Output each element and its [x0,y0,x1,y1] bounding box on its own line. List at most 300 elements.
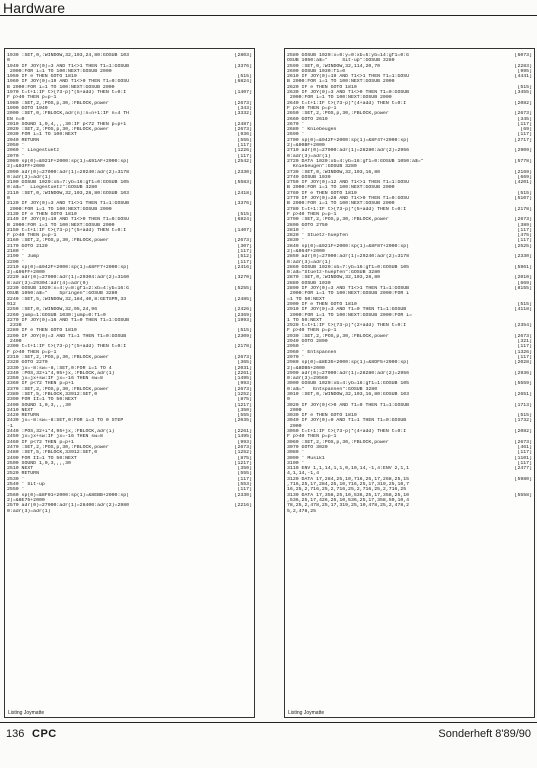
checksum: [2283] [514,63,532,69]
checksum: [515] [517,301,532,307]
checksum: [6824] [234,217,252,223]
checksum: [553] [237,482,252,488]
code-text: 2910 IF JOY(0)=3 AND f1=0 THEN f1=1:GOSUB [287,307,407,313]
code-text: 1990 GOTO 1940 [7,105,48,111]
code-text: 2600 GOSUB 1030:f1=0 [287,68,346,74]
page-number: 136 [6,728,25,740]
checksum: [321] [517,339,532,345]
checksum: [2082] [514,100,532,106]
checksum: [1407] [234,227,252,233]
checksum: [1993] [234,317,252,323]
checksum: [117] [517,238,532,244]
header-rule [0,15,537,16]
code-text: 2230 GOSUB 1020:x=4:y=8:gf1=2:xb=4:yb=16:G [7,286,130,292]
checksum: [2487] [234,121,252,127]
code-text: 2930 :SET,2,:POS,p,30,:FBLOCK,power [287,333,389,339]
code-text: 2320 GOTO 2270 [7,360,48,366]
code-text: 2)=&8DB5+2000 [287,365,325,371]
code-text: 0:adr(3)=adr(1) [287,259,331,265]
checksum: [5558] [514,492,532,498]
code-text: 2030 FOR i=1 TO 100:NEXT [7,132,77,138]
code-text: 2200 ' [7,259,25,265]
code-text: 2740 GOSUB 1030 [287,174,331,180]
code-text: 2100 GOSUB 1020:xb=7:yb=16:gf1=0:GOSUB 105 [7,180,130,186]
code-text: 1940 IF JOY(0)=3 AND f1<>1 THEN f1=1:GOSUB [7,63,130,69]
code-text: 2640 t=t+1:IF t>(73-p)*(4+add) THEN t=0:I [287,100,407,106]
code-text: 2040 RETURN [7,137,39,143]
code-text: ,716,25,17,284,25,10,716,25,17,319,25,10,7 [287,482,410,488]
checksum: [117] [517,344,532,350]
code-text: 2680 ' Kniebeugen [287,127,337,133]
code-text: 2610 IF JOY(0)=19 AND f1<>1 THEN f1=1:GOSU [287,74,410,80]
code-text: 2390 FOR II=1 TO 50:NEXT [7,397,77,403]
checksum: [875] [237,397,252,403]
code-text: 2890 IF JOY(0)=3 AND f1<>1 THEN f1=1:GOSUB [287,286,410,292]
checksum: [669] [517,174,532,180]
code-text: ,536,25,17,426,25,10,536,25,17,358,50,10,4 [287,497,410,503]
checksum: [555] [237,137,252,143]
code-text: 2970 ' [287,354,305,360]
code-text: 0:adr(3)=adr(1) [287,153,331,159]
checksum: [669] [517,280,532,286]
code-text: 2340 :POS,32+i*4,95+jx,:FBLOCK,adr(1) [7,370,115,376]
checksum: [1713] [514,402,532,408]
code-text: OSUB 1050:a$=" Springen":GOSUB 3280 [7,291,118,297]
code-text: 2990 adr(0)=27000:adr(1)=28280:adr(2)=2956 [287,370,410,376]
checksum: [117] [237,259,252,265]
code-text: 3070 GOTO 3020 [287,444,328,450]
code-text: 2300 t=t+1:IF t>(73-p)*(5+add) THEN t=0:I [7,344,127,350]
checksum: [1495] [234,376,252,382]
code-text: 2120 IF JOY(0)=3 AND f1<>1 THEN f1=1:GOSUB [7,201,130,207]
code-text: 2000 :SET,0,:FBLOCK,adr(n):n=n+1:IF n=4 TH [7,111,130,117]
checksum: [1217] [234,402,252,408]
checksum: [2418] [234,190,252,196]
code-text: 2720 DATA 1020:xb=4:yb=16:gf1=0:GOSUB 1050:a$=" [287,158,424,164]
code-text: 2470 :SET,2,:POS,p,30,:FBLOCK,power [7,444,109,450]
code-text: 3120 DATA 17,284,25,10,716,25,17,268,25,15 [287,476,410,482]
checksum: [117] [517,450,532,456]
code-text: 2220 adr(0)=27000:adr(1)=29304:adr(2)=3160 [7,275,130,281]
checksum: [4441] [514,74,532,80]
checksum: [117] [237,487,252,493]
code-text: 2560 sp(0)=&8F01+2000:sp(1)=&8EBB+2000:sp( [7,492,130,498]
checksum: [117] [237,248,252,254]
checksum: [1252] [234,392,252,397]
checksum: [2673] [234,127,252,133]
code-text: F p>40 THEN p=p-1 [287,434,337,440]
checksum: [2426] [234,307,252,313]
code-text: 2400 SOUND 1,0,3,,,,30 [7,402,71,408]
code-text: 2)=&964F+2000 [287,248,325,254]
checksum: [117] [237,153,252,159]
code-text: 3130 DATA 17,358,25,10,536,25,17,358,25,10 [287,492,410,498]
code-text: 2090 adr(0)=27000:adr(1)=29240:adr(2)=3178 [7,169,130,175]
code-text: 2690 ' [287,132,305,138]
checksum: [515] [517,84,532,90]
checksum: [2416] [234,264,252,270]
code-text: 2080 sp(0)=&921F+2000:sp(1)=&91AF+2000:sp( [7,158,130,164]
checksum: [5107] [514,196,532,202]
code-text: EN n=0 [7,116,25,122]
code-text: 2550 ' [7,487,25,493]
code-text: 5,2,478,25 [287,508,317,514]
code-text: 4,1,14,-1,4 [287,471,319,477]
checksum: [2673] [514,439,532,445]
code-text: 2810 ' [287,227,305,233]
code-text: 2770 IF JOY(0)=28 AND f1<>0 THEN f1=0:GOSU [287,196,410,202]
checksum: [5559] [514,381,532,387]
code-text: B 2000:FOR i=1 TO 100:NEXT:GOSUB 2000 [7,84,115,90]
checksum: [5255] [234,286,252,292]
code-text: 3060 :SET,2,:POS,p,30,:FBLOCK,power [287,439,389,445]
checksum: [2673] [234,100,252,106]
checksum: [515] [237,211,252,217]
checksum: [2525] [514,243,532,249]
code-text: 78,25,2,478,25,17,319,25,10,478,25,2,478,2 [287,503,410,509]
code-text: 0:adr(3)=adr(1) [7,174,51,180]
code-text: B 2000:FOR i=1 TO 100:NEXT:GOSUB 2000 [287,201,395,207]
checksum: [2010] [514,275,532,281]
code-text: 2860 GOSUB 1020:xb=7:yb=16:gf1=0:GOSUB 105 [287,264,410,270]
code-text: 2840 sp(0)=&921F+2000:sp(1)=&8F87+2000:sp( [287,243,410,249]
listing-caption: Listing Joymatte [288,710,325,716]
checksum: [350] [237,407,252,413]
checksum: [2261] [234,370,252,376]
code-text: 2180 ' [7,248,25,254]
code-text: 2330 [7,323,22,329]
checksum: [2082] [514,429,532,435]
checksum: [1732] [514,418,532,424]
code-text: B 2000:FOR i=1 TO 100:NEXT:GOSUB 2000 [287,185,395,191]
code-text: 2)=&8E75+2000 [7,497,45,503]
code-text: 2350 jx=jx+sw:IF jx=-16 THEN sw=8 [7,376,103,382]
checksum: [2909] [514,148,532,154]
checksum: [3376] [234,63,252,69]
checksum: [6824] [234,79,252,85]
code-text: F p>40 THEN p=p-1 [7,95,57,101]
code-text: 2400 [7,339,22,345]
checksum: [5778] [514,158,532,164]
code-text: 2190 ' Jump [7,254,39,260]
checksum: [555] [237,471,252,477]
code-text: 2000 [287,423,302,429]
checksum: [512] [237,254,252,260]
checksum: [2354] [514,323,532,329]
checksum: [2031] [234,365,252,371]
code-text: B 2000:FOR i=1 TO 100:NEXT:GOSUB 2000 [287,79,395,85]
code-text: 2500 SOUND 1,0,3,,,,30 [7,460,71,466]
code-text: 2)=&96FF+2000 [7,270,45,276]
section-title: Hardware [3,0,66,16]
checksum: [993] [237,381,252,387]
checksum: [515] [237,74,252,80]
code-text: 2310 :SET,2,:POS,p,30,:FBLOCK,power [7,354,109,360]
code-text: 2780 t=t+1:IF t>(73-p)*(5+add) THEN t=0:I [287,206,407,212]
checksum: [1226] [234,148,252,154]
code-text: 2110 :SET,0,:WINDOW,32,103,28,80:GOSUB 103 [7,190,130,196]
checksum: [2330] [234,169,252,175]
code-text: 1950 IF e THEN GOTO 1810 [7,74,77,80]
checksum: [1495] [234,434,252,440]
code-listing [287,53,532,514]
code-text: 2050 ' [7,143,25,149]
code-text: 2000 [287,407,302,413]
checksum: [2369] [234,312,252,318]
checksum: [2673] [234,354,252,360]
checksum: [3270] [234,275,252,281]
checksum: [515] [517,190,532,196]
checksum: [2542] [234,158,252,164]
checksum: [2330] [234,492,252,498]
checksum: [2673] [514,333,532,339]
code-text: F p>40 THEN p=p-1 [7,233,57,239]
code-listing [7,53,252,514]
code-text: 2000:FOR i=1 TO 100:NEXT:GOSUB 2000 [287,95,392,101]
code-text: 2480 :SET,5,:FBLOCK,33912:SET,0 [7,450,98,456]
checksum: [5583] [234,180,252,186]
code-text: OSUB 1050:a$=" Sit-up":GOSUB 3280 [287,58,395,64]
code-text: 2000:FOR i=1 TO 100:NEXT:GOSUB 2000:FOR i= [287,312,412,318]
code-text: 8:adr(3)=29304:adr(4)=adr(0) [7,280,89,286]
checksum: [345] [517,116,532,122]
checksum: [993] [237,439,252,445]
code-text: 2370 :SET,2,:POS,p,30,:FBLOCK,power [7,386,109,392]
code-text: 2760 IF e THEN GOTO 1810 [287,190,357,196]
checksum: [2803] [234,53,252,58]
code-text: 2250 :SET,0,:WINDOW,32,95,24,96 [7,307,98,313]
checksum [530,509,532,514]
code-text: 2280 IF e THEN GOTO 1810 [7,328,77,334]
checksum: [2035] [234,418,252,424]
code-text: 2270 IF JOY(0)=16 AND f1=0 THEN f1=1:GOSUB [7,317,130,323]
code-text: 912 [7,301,16,307]
checksum: [117] [517,227,532,233]
checksum: [1101] [514,455,532,461]
code-text: 3010 :SET,0,:WINDOW,32,103,16,80:GOSUB 103 [287,392,410,397]
code-text: 16,25,2,716,25,2,716,25,2,716,25,2,716,25 [287,487,407,493]
code-text: 2980 sp(0)=&8E35+2000:sp(1)=&8DF5+2000:sp( [287,360,410,366]
code-text: 2430 jx=-8:sw=-8:SET,0:FOR i=3 TO 0 STEP [7,418,124,424]
checksum: [117] [237,476,252,482]
code-text: 1 TO 50:NEXT [287,317,322,323]
code-text: 2880 GOSUB 1030 [287,280,331,286]
checksum: [3455] [514,90,532,96]
code-text: 2510 NEXT [7,466,34,472]
checksum [250,509,252,514]
checksum: [350] [237,466,252,472]
code-text: F p>40 THEN p=p-1 [287,105,337,111]
issue-label: Sonderheft 8'89/90 [438,728,531,740]
code-text: 2420 RETURN [7,413,39,419]
code-text: 0:a$=" Liegestuetz":GOSUB 3280 [7,185,98,191]
checksum: [389] [517,222,532,228]
code-text: 3050 t=t+1:IF t>(73-p)*(4+add) THEN t=0:I [287,429,407,435]
code-text: 2790 :SET,2,:POS,p,30,:FBLOCK,power [287,217,389,223]
checksum: [2028] [514,360,532,366]
checksum: [6073] [514,53,532,58]
code-text: 1960 IF JOY(0)=19 AND f1<>0 THEN f1=0:GOSU [7,79,130,85]
checksum: [2936] [514,370,532,376]
code-text: B 2000:FOR i=1 TO 100:NEXT:GOSUB 2000 [7,222,115,228]
code-text: 2960 ' Entspannen [287,349,337,355]
checksum: [2717] [514,137,532,143]
checksum: [117] [237,143,252,149]
code-text: 0:adr(3)=adr(1) [7,508,51,514]
code-text: 2070 ' [7,153,25,159]
checksum: [4118] [514,307,532,313]
code-text: F p>40 THEN p=p-1 [287,328,337,334]
checksum: [2673] [514,111,532,117]
checksum: [2673] [234,238,252,244]
checksum: [475] [517,233,532,239]
code-text: 2590 :SET,0,:WINDOW,32,114,20,70 [287,63,381,69]
code-text: 2570 adr(0)=27000:adr(1)=28400:adr(2)=2980 [7,503,130,509]
code-text: 2150 t=t+1:IF t>(73-p)*(5+add) THEN t=0:I [7,227,127,233]
code-text: 1980 :SET,2,:POS,p,30,:FBLOCK,power [7,100,109,106]
code-text: 2160 :SET,2,:POS,p,30,:FBLOCK,power [7,238,109,244]
checksum: [2673] [514,217,532,223]
code-text: 1930 :SET,0,:WINDOW,32,103,24,80:GOSUB 103 [7,53,130,58]
code-text: 2630 IF JOY(0)=3 AND f1<>0 THEN f1=0:GOSUB [287,90,410,96]
code-text: 3090 ' Musik1 [287,455,325,461]
checksum: [365] [237,360,252,366]
checksum: [2651] [514,392,532,397]
code-text: 2800 GOTO 2750 [287,222,328,228]
code-text: 2210 sp(0)=&942F+2000:sp(1)=&8FF7+2000:sp( [7,264,130,270]
code-text: 0 [7,58,10,64]
checksum: [515] [237,328,252,334]
code-text: 2360 IF p<72 THEN p=p+1 [7,381,74,387]
code-text: 2490 FOR II=1 TO 50:NEXT [7,455,77,461]
code-text: 3110 ENV 1,1,14,1,1,0,10,14,-1,4:ENV 2,1,1 [287,466,410,472]
code-text: 2620 IF e THEN GOTO 1810 [287,84,357,90]
checksum: [5961] [514,264,532,270]
code-text: 3000 GOSUB 1020:xb=4:yb=16:gf1=1:GOSUB 105 [287,381,410,387]
code-text: 2650 :SET,2,:POS,p,30,:FBLOCK,power [287,111,389,117]
code-text: 2660 GOTO 2610 [287,116,328,122]
code-text: 0 [287,397,290,403]
checksum: [515] [517,413,532,419]
code-text: 3030 IF e THEN GOTO 1810 [287,413,357,419]
code-text: -1 [7,423,13,429]
code-text: 3040 IF JOY(0)=0 AND f1=1 THEN f1=0:GOSUB [287,418,407,424]
checksum: [2673] [234,386,252,392]
code-text: 3100 ' [287,460,305,466]
code-text: 2170 GOTO 2120 [7,243,48,249]
checksum: [307] [237,243,252,249]
checksum: [2216] [234,503,252,509]
checksum: [2673] [234,444,252,450]
code-text: 0:a$="Stuetz-huepfen":GOSUB 3280 [287,270,381,276]
code-text: 2000:FOR i=1 TO 100:NEXT:GOSUB 2000 [7,206,112,212]
code-text: 2130 IF e THEN GOTO 1810 [7,211,77,217]
code-text: 2670 ' [287,121,305,127]
code-text: 1970 t=t+1:IF t>(73-p)*(5+add) THEN t=0:I [7,90,127,96]
code-text: 2)=&90BF+2000 [287,143,325,149]
checksum: [343] [237,105,252,111]
checksum: [555] [237,413,252,419]
code-text: F p>40 THEN p=p-1 [7,349,57,355]
checksum: [3332] [234,111,252,117]
checksum: [1407] [234,90,252,96]
code-text: 2460 IF p<72 THEN p=p+1 [7,439,74,445]
checksum: [2485] [234,296,252,302]
checksum: [117] [517,132,532,138]
checksum: [69] [520,127,532,133]
code-text: 2900 IF e THEN GOTO 1810 [287,301,357,307]
code-text: F p>40 THEN p=p-1 [287,211,337,217]
code-line [7,509,252,514]
code-text: 2060 ' Liegestuetz [7,148,60,154]
checksum: [117] [517,460,532,466]
listing-column-left [4,48,255,718]
checksum: [995] [517,68,532,74]
checksum: [5980] [514,476,532,482]
code-text: 3020 IF JOY(0)<>0 AND f1=0 THEN f1=1:GOSUB [287,402,410,408]
code-text: 2410 NEXT [7,407,34,413]
code-text: 0 [7,196,10,202]
code-text: 2580 GOSUB 1020:x=0:y=0:xb=5:yb=14:gf1=0:G [287,53,410,58]
checksum: [1217] [234,460,252,466]
code-text: 2450 jx=jx+sw:IF jx=-16 THEN sw=8 [7,434,103,440]
code-text: 0:adr(3)=29560 [287,376,328,382]
code-text: 2000:FOR i=1 TO 100:NEXT:GOSUB 2000:FOR i [287,291,410,297]
checksum: [2477] [514,466,532,472]
magazine-logo: CPC [32,728,57,740]
checksum: [2261] [234,429,252,435]
code-text: 2950 ' [287,344,305,350]
code-text: 2380 :SET,5,:FBLOCK,33912:SET,0 [7,392,98,397]
checksum: [3376] [234,201,252,207]
code-text: 3080 ' [287,450,305,456]
code-line [287,509,532,514]
checksum: [2309] [234,333,252,339]
code-text: 2850 adr(0)=27000:adr(1)=29240:adr(2)=3178 [287,254,410,260]
code-text: 2440 :POS,32+i*4,95+jx,:FBLOCK,adr(i) [7,429,115,435]
checksum: [875] [237,455,252,461]
checksum: [2178] [234,344,252,350]
code-text: 2020 :SET,2,:POS,p,30,:FBLOCK,power [7,127,109,133]
code-text: 2870 :SET,0,:WINDOW,32,103,28,80 [287,275,381,281]
code-text: 0:a$=" Entspannen":GOSUB 3280 [287,386,378,392]
code-text: 2540 ' Sit-up [7,482,45,488]
code-text: 2260 jump=1:GOSUB 1030:jump=0:f1=0 [7,312,106,318]
code-text: 2140 IF JOY(0)=19 AND f1<>0 THEN f1=0:GOSU [7,217,130,223]
code-text: 2330 jx=-8:sw=-8,:SET,0:FOR i=1 TO 4 [7,365,112,371]
code-text: 2240 :SET,5,:WINDOW,32,184,40,8:GETSPR,33 [7,296,127,302]
checksum: [1326] [514,349,532,355]
footer-rule [0,722,537,723]
checksum: [2169] [514,169,532,175]
code-text: 2710 adr(0)=27000:adr(1)=28280:adr(2)=2956 [287,148,410,154]
code-text: 2750 IF JOY(0)=12 AND f1<>1 THEN f1=1:GOSU [287,180,410,186]
code-text: 2940 GOTO 2890 [287,339,328,345]
code-text: 2)=&93FF+2000 [7,164,45,170]
checksum: [117] [517,354,532,360]
checksum: [936] [237,132,252,138]
checksum: [8155] [514,286,532,292]
code-text: 2730 :SET,0,:WINDOW,32,103,16,80 [287,169,381,175]
code-text: 2530 ' [7,476,25,482]
code-text: 2820 ' Stuetz-huepfen [287,233,349,239]
code-text: Kniebeugen":GOSUB 3280 [287,164,357,170]
code-text: 2000:FOR i=1 TO 100:NEXT:GOSUB 2000 [7,68,112,74]
listing-caption: Listing Joymatte [8,710,45,716]
code-text: 2290 IF JOY(0)=3 AND f1=1 THEN f1=0:GOSUB [7,333,127,339]
checksum: [2178] [514,206,532,212]
code-text: 2920 t=t+1:IF t>(73-p)*(2+add) THEN t=0:I [287,323,407,329]
